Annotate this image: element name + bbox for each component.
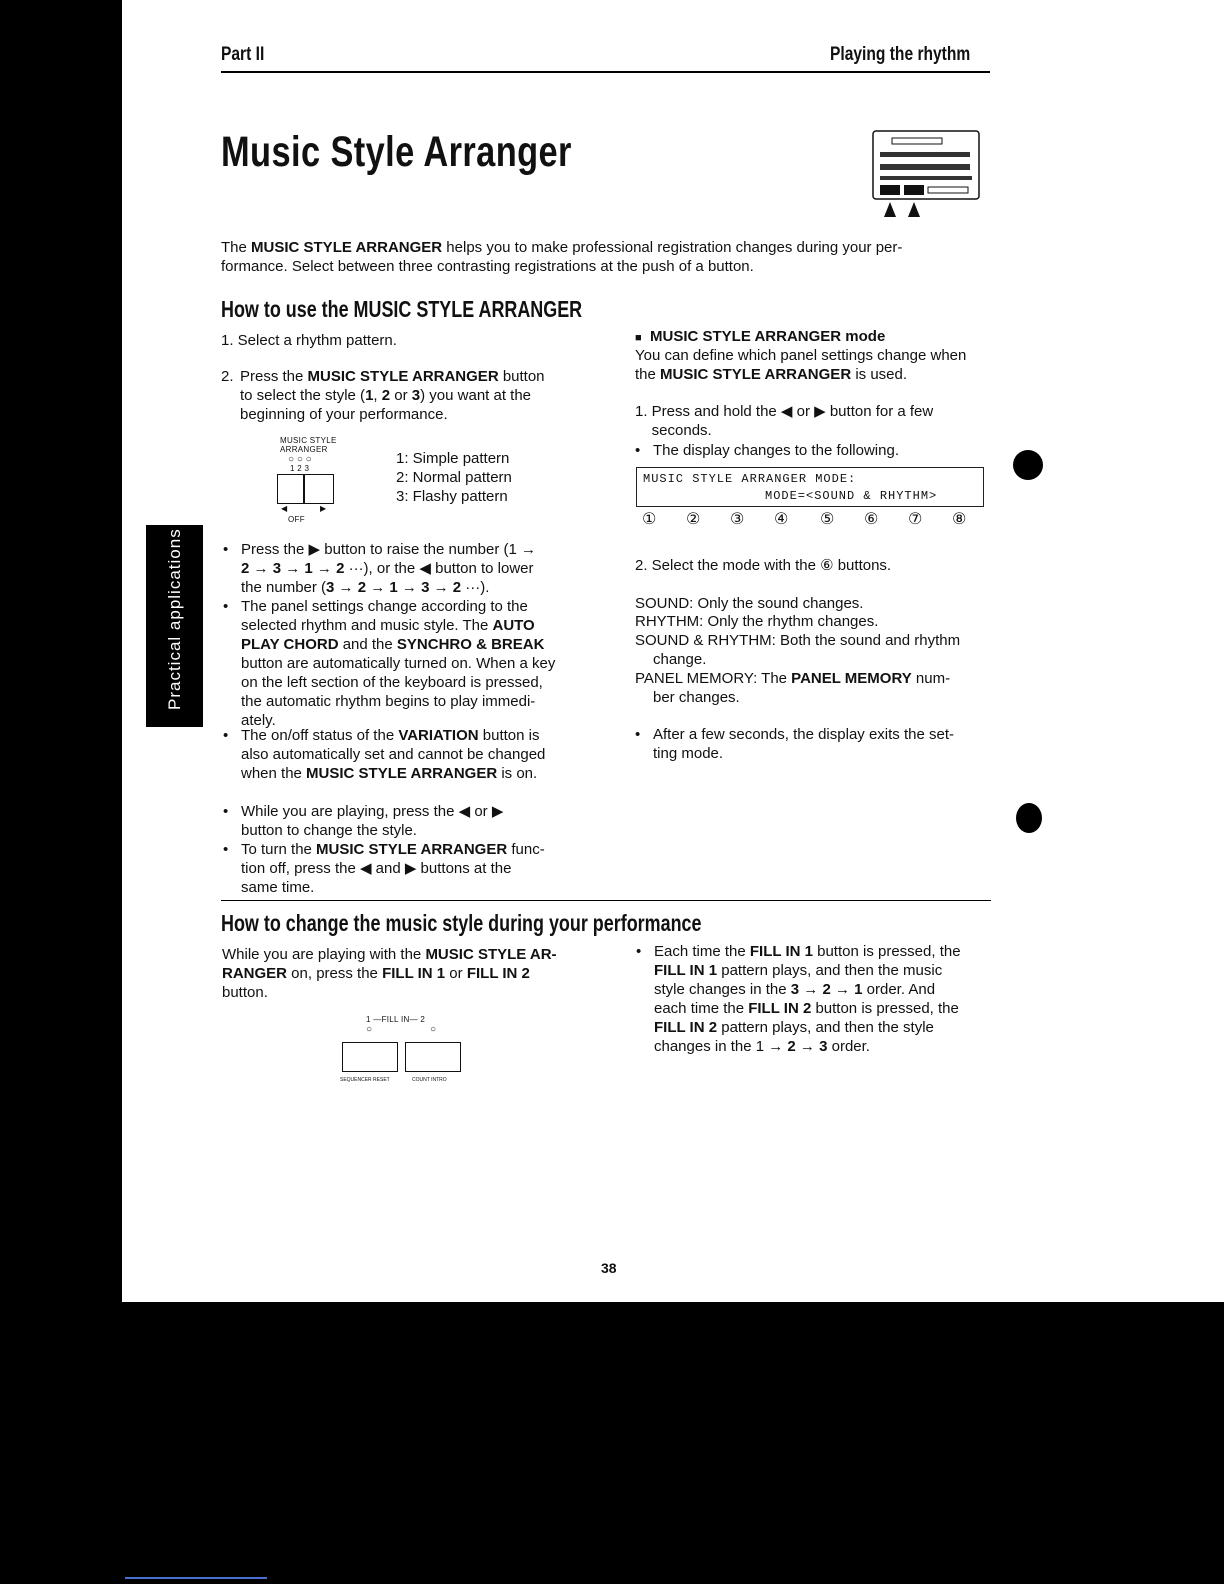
diagram-label-arranger: ARRANGER (280, 445, 328, 454)
how-to-use-heading: How to use the MUSIC STYLE ARRANGER (221, 296, 583, 322)
step-1: 1. Select a rhythm pattern. (221, 332, 397, 349)
mode-sound-rhythm: SOUND & RHYTHM: Both the sound and rhythm (635, 632, 961, 649)
pattern-3: 3: Flashy pattern (396, 488, 508, 505)
arranger-button-diagram (272, 436, 342, 528)
fill-in-2-led: ○ (430, 1024, 437, 1035)
fill-in-2-button[interactable] (405, 1042, 461, 1072)
lcd-button-6[interactable]: ⑥ (864, 509, 879, 528)
binder-hole-2 (1016, 803, 1042, 833)
display-changes-note: • The display changes to the following. (653, 441, 899, 460)
mode-rhythm: RHYTHM: Only the rhythm changes. (635, 613, 879, 630)
mode-sound: SOUND: Only the sound changes. (635, 595, 864, 612)
bullet-panel-settings: • The panel settings change according to the selected rhythm and music style. The AUTO PLAY CHORD and the SYNCHRO & BREAK button are automatically turned on. When a key on the left section of the keyboard is pressed, the automatic rhythm begins to play immedi- ately. (241, 597, 581, 730)
lcd-button-1[interactable]: ① (642, 509, 657, 528)
scan-border-bottom (0, 1302, 1224, 1584)
fill-in-1-led: ○ (366, 1024, 373, 1035)
lcd-button-8[interactable]: ⑧ (952, 509, 967, 528)
binder-hole-1 (1013, 450, 1043, 480)
fill-in-1-button[interactable] (342, 1042, 398, 1072)
side-tab-label: Practical applications (165, 528, 184, 710)
diagram-numbers: 1 2 3 (290, 464, 310, 473)
fill-in-diagram (340, 1015, 465, 1090)
scan-edge-mark (125, 1577, 267, 1579)
intro-line-2: formance. Select between three contrasting registrations at the push of a button. (221, 258, 754, 275)
page-title: Music Style Arranger (221, 128, 572, 176)
how-to-change-heading: How to change the music style during your performance (221, 910, 702, 936)
section-label: Playing the rhythm (830, 44, 971, 65)
bullet-change-style: • While you are playing, press the ◀ or ▶ button to change the style. (241, 802, 581, 840)
sequencer-reset-label: SEQUENCER RESET (340, 1077, 390, 1083)
header-rule (221, 71, 990, 73)
step-2-number: 2. (221, 368, 234, 385)
arranger-right-button[interactable] (304, 474, 334, 504)
bullet-variation: • The on/off status of the VARIATION button is also automatically set and cannot be changed when the MUSIC STYLE ARRANGER is on. (241, 726, 581, 783)
lcd-button-row (636, 506, 982, 534)
page-number: 38 (601, 1260, 617, 1276)
lcd-line-2: MODE=<SOUND & RHYTHM> (765, 489, 938, 503)
change-description: While you are playing with the MUSIC STYLE AR- RANGER on, press the FILL IN 1 or FILL IN 2 button. (222, 946, 557, 1001)
mode-sound-rhythm-cont: change. (653, 651, 707, 668)
mode-heading: ■ MUSIC STYLE ARRANGER mode (635, 328, 886, 345)
diagram-label-music-style: MUSIC STYLE (280, 436, 337, 445)
left-arrow-icon: ◀ (281, 504, 288, 513)
mode-panel-memory: PANEL MEMORY: The PANEL MEMORY num- (635, 670, 951, 687)
bullet-fill-in: • Each time the FILL IN 1 button is pressed, the FILL IN 1 pattern plays, and then the music style changes in the 3 → 2 → 1 order. And each time the FILL IN 2 button is pressed, the FILL IN 2 pattern plays, and then the style changes in the 1 → 2 → 3 order. (654, 942, 994, 1056)
bullet-raise-lower: • Press the ▶ button to raise the number (1 → 2 → 3 → 1 → 2 ···), or the ◀ button to lower the number (3 → 2 → 1 → 3 → 2 ···). (241, 540, 581, 597)
lcd-button-2[interactable]: ② (686, 509, 701, 528)
diagram-off-label: OFF (288, 515, 305, 524)
arranger-left-button[interactable] (277, 474, 304, 504)
lcd-button-5[interactable]: ⑤ (820, 509, 835, 528)
fill-in-label: 1 —FILL IN— 2 (366, 1015, 426, 1024)
lcd-button-7[interactable]: ⑦ (908, 509, 923, 528)
count-intro-label: COUNT INTRO (412, 1077, 447, 1083)
pattern-1: 1: Simple pattern (396, 450, 510, 467)
side-tab (146, 525, 203, 727)
bullet-exit-setting: • After a few seconds, the display exits the set- ting mode. (653, 725, 995, 763)
part-label: Part II (221, 44, 265, 65)
mode-step-1: 1. Press and hold the ◀ or ▶ button for a few seconds. (635, 403, 934, 439)
control-panel-icon (872, 130, 982, 220)
mode-description: You can define which panel settings change when the MUSIC STYLE ARRANGER is used. (635, 347, 967, 383)
intro-line-1: The MUSIC STYLE ARRANGER helps you to make professional registration changes during your per- (221, 239, 903, 256)
lcd-line-1: MUSIC STYLE ARRANGER MODE: (643, 472, 857, 486)
bullet-turn-off: • To turn the MUSIC STYLE ARRANGER func- tion off, press the ◀ and ▶ buttons at the same time. (241, 840, 581, 897)
step-2-text: Press the MUSIC STYLE ARRANGER button to select the style (1, 2 or 3) you want at the beginning of your performance. (240, 368, 545, 423)
mode-step-2: 2. Select the mode with the ⑥ buttons. (635, 557, 892, 574)
diagram-leds: ○ ○ ○ (288, 454, 312, 465)
lcd-button-4[interactable]: ④ (774, 509, 789, 528)
lcd-display (636, 467, 984, 507)
section-rule (221, 900, 991, 901)
pattern-2: 2: Normal pattern (396, 469, 512, 486)
right-arrow-icon: ▶ (320, 504, 327, 513)
mode-panel-memory-cont: ber changes. (653, 689, 740, 706)
mode-heading-text: MUSIC STYLE ARRANGER mode (650, 328, 886, 345)
lcd-button-3[interactable]: ③ (730, 509, 745, 528)
